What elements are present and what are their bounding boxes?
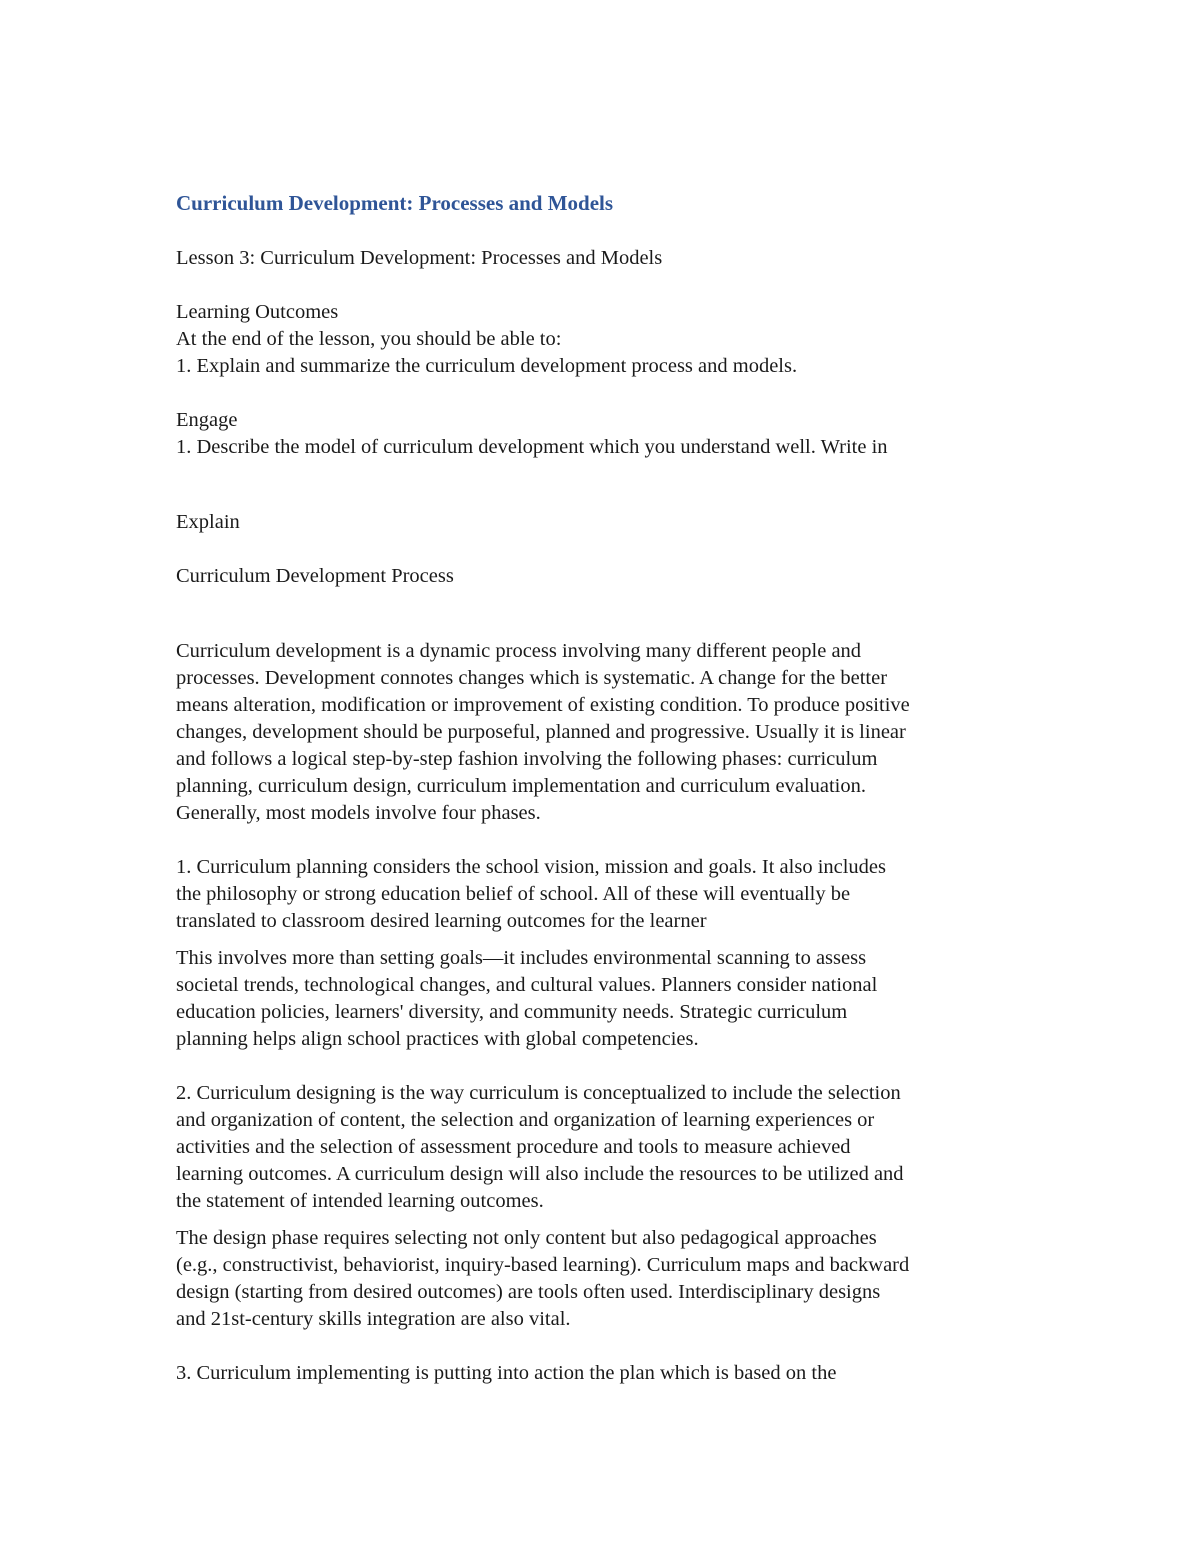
learning-outcome-item: 1. Explain and summarize the curriculum development process and models. xyxy=(176,355,798,377)
paragraph-line: Curriculum development is a dynamic process involving many different people and xyxy=(176,640,862,662)
process-subheading: Curriculum Development Process xyxy=(176,565,454,587)
paragraph-line: education policies, learners' diversity, and community needs. Strategic curriculum xyxy=(176,1001,848,1023)
paragraph-line: planning helps align school practices with global competencies. xyxy=(176,1028,699,1050)
engage-heading: Engage xyxy=(176,409,238,431)
paragraph-line: and 21st-century skills integration are also vital. xyxy=(176,1308,571,1330)
paragraph-line: means alteration, modification or improvement of existing condition. To produce positive xyxy=(176,694,910,716)
paragraph-line: processes. Development connotes changes which is systematic. A change for the better xyxy=(176,667,888,689)
engage-item: 1. Describe the model of curriculum development which you understand well. Write in xyxy=(176,436,888,458)
paragraph-designing xyxy=(176,1080,1036,1215)
learning-outcomes-intro: At the end of the lesson, you should be able to: xyxy=(176,328,562,350)
paragraph-line: and organization of content, the selection and organization of learning experiences or xyxy=(176,1109,875,1131)
paragraph-planning-detail xyxy=(176,945,1036,1053)
paragraph-line: learning outcomes. A curriculum design will also include the resources to be utilized and xyxy=(176,1163,904,1185)
paragraph-line: 1. Curriculum planning considers the school vision, mission and goals. It also includes xyxy=(176,856,887,878)
document-body xyxy=(176,188,1036,1387)
paragraph-line: The design phase requires selecting not only content but also pedagogical approaches xyxy=(176,1227,877,1249)
explain-heading: Explain xyxy=(176,511,240,533)
paragraph-line: 2. Curriculum designing is the way curriculum is conceptualized to include the selection xyxy=(176,1082,901,1104)
paragraph-line: This involves more than setting goals—it includes environmental scanning to assess xyxy=(176,947,867,969)
paragraph-line: planning, curriculum design, curriculum implementation and curriculum evaluation. xyxy=(176,775,866,797)
paragraph-line: design (starting from desired outcomes) are tools often used. Interdisciplinary designs xyxy=(176,1281,881,1303)
paragraph-line: 3. Curriculum implementing is putting into action the plan which is based on the xyxy=(176,1362,837,1384)
paragraph-line: changes, development should be purposeful, planned and progressive. Usually it is linear xyxy=(176,721,906,743)
paragraph-design-detail xyxy=(176,1225,1036,1333)
paragraph-implementing xyxy=(176,1360,1036,1387)
paragraph-line: and follows a logical step-by-step fashion involving the following phases: curriculum xyxy=(176,748,878,770)
paragraph-line: Generally, most models involve four phases. xyxy=(176,802,541,824)
paragraph-line: translated to classroom desired learning outcomes for the learner xyxy=(176,910,707,932)
paragraph-line: activities and the selection of assessment procedure and tools to measure achieved xyxy=(176,1136,851,1158)
document-title: Curriculum Development: Processes and Models xyxy=(176,191,614,215)
paragraph-planning xyxy=(176,854,1036,935)
paragraph-line: the philosophy or strong education belief of school. All of these will eventually be xyxy=(176,883,851,905)
learning-outcomes-heading: Learning Outcomes xyxy=(176,301,339,323)
lesson-line: Lesson 3: Curriculum Development: Processes and Models xyxy=(176,247,663,269)
paragraph-line: societal trends, technological changes, and cultural values. Planners consider national xyxy=(176,974,878,996)
paragraph-line: the statement of intended learning outcomes. xyxy=(176,1190,544,1212)
paragraph-intro xyxy=(176,638,1036,827)
paragraph-line: (e.g., constructivist, behaviorist, inquiry-based learning). Curriculum maps and backward xyxy=(176,1254,910,1276)
